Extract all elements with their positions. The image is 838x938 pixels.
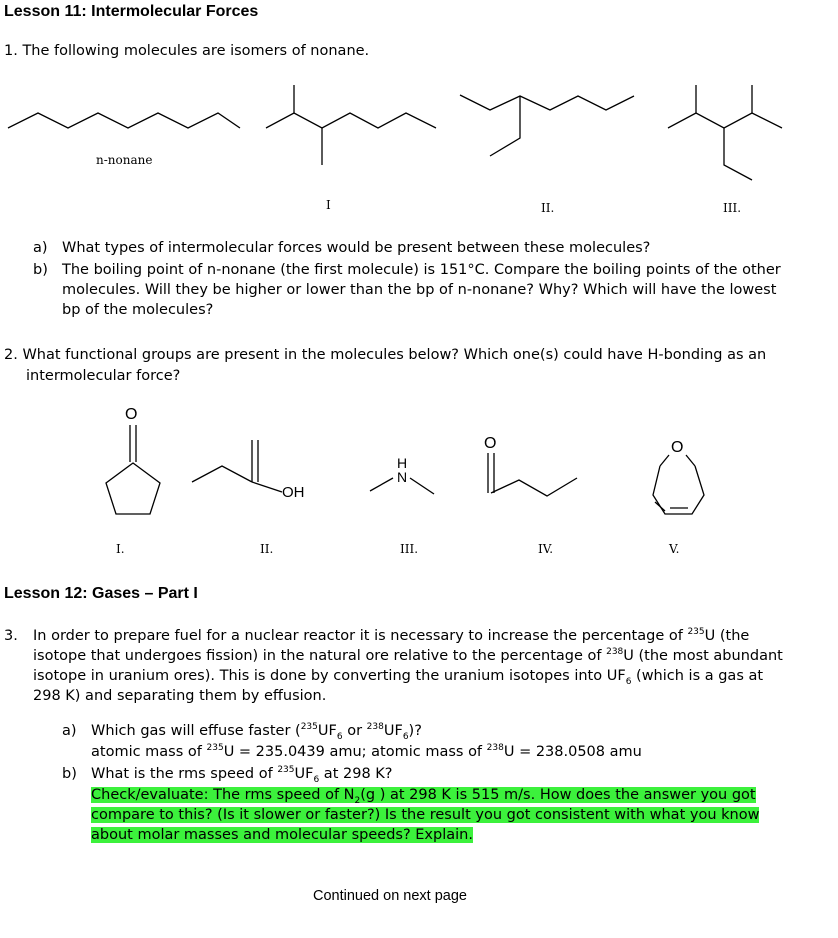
molecule-label-3: III. (400, 542, 419, 556)
q3a-text: Which gas will effuse faster ($^{235}UF_6$ or $^{238}UF_6$)? (91, 722, 422, 742)
oxygen-label-1: O (125, 406, 138, 423)
molecule-label-2: II. (260, 542, 274, 556)
dihydrofuran-structure (653, 455, 704, 514)
q1a-marker: a) (33, 240, 48, 256)
continued-note: Continued on next page (313, 888, 467, 904)
isomer-2-structure (460, 95, 634, 110)
check-evaluate-highlight: Check/evaluate: The rms speed of $N_2(g$ ) at 298 K is 515 m/s. How does the answer you got compare to this? (Is it slower or faster?) Is the result you got consistent with what you know about molar masses and molecular speeds? Explain. (91, 787, 760, 843)
question-3-text: In order to prepare fuel for a nuclear reactor it is necessary to increase the percentage of $^{235}$U (the isotope that undergoes fission) in the natural ore relative to the percentage of $^{238}$U (the most abundant isotope in uranium ores). This is done by converting the uranium isotopes into $UF_6$ (which is a gas at 298 K) and separating them by effusion. (33, 627, 783, 704)
label-isomer-3: III. (723, 201, 742, 215)
isomer-1-structure (266, 113, 436, 128)
q3a-marker: a) (62, 723, 77, 739)
q3b-marker: b) (62, 766, 77, 782)
q1a-text: What types of intermolecular forces would be present between these molecules? (62, 240, 651, 256)
question-2-line-2: intermolecular force? (26, 368, 181, 384)
hydroxyl-label: OH (282, 484, 305, 501)
molecule-label-4: IV. (538, 542, 554, 556)
cyclopentanone-structure (106, 425, 160, 514)
n-nonane-structure (8, 113, 240, 128)
lesson-11-title: Lesson 11: Intermolecular Forces (4, 3, 259, 20)
q3-number: 3. (4, 628, 18, 644)
q3b-text: What is the rms speed of $^{235}UF_6$ at 298 K? (91, 765, 393, 785)
isomer-3-structure (668, 113, 782, 128)
molecule-label-5: V. (669, 542, 680, 556)
nitrogen-label: N (397, 469, 408, 485)
alkenyl-alcohol-structure (192, 440, 282, 492)
label-n-nonane: n-nonane (96, 153, 153, 167)
question-2-line-1: 2. What functional groups are present in the molecules below? Which one(s) could have H-bonding as an (4, 347, 767, 363)
oxygen-label-5: O (671, 439, 684, 456)
label-isomer-1: I (326, 198, 331, 212)
label-isomer-2: II. (541, 201, 555, 215)
oxygen-label-4: O (484, 435, 497, 452)
lesson-12-title: Lesson 12: Gases – Part I (4, 585, 198, 602)
q1b-marker: b) (33, 262, 48, 278)
q1b-text: The boiling point of n-nonane (the first molecule) is 151°C. Compare the boiling points of the other molecules. Will they be higher or lower than the bp of n-nonane? Why? Which will have the lowest bp of the molecules? (62, 262, 781, 318)
hydrogen-label: H (397, 455, 408, 471)
question-1: 1. The following molecules are isomers of nonane. (4, 43, 370, 59)
molecule-label-1: I. (116, 542, 125, 556)
check-evaluate-box (91, 785, 797, 845)
q3a-atomic-masses: atomic mass of $^{235}$U = 235.0439 amu; atomic mass of $^{238}$U = 238.0508 amu (91, 743, 642, 760)
aldehyde-structure (488, 453, 577, 496)
